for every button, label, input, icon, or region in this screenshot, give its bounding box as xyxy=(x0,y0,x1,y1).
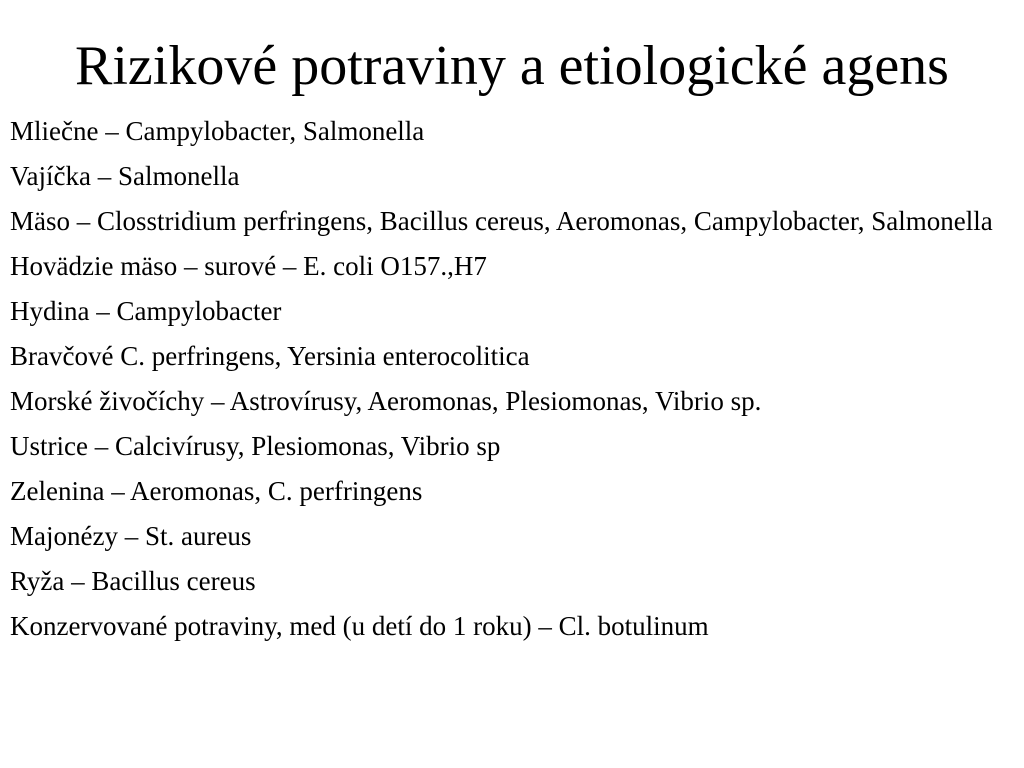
list-item: Morské živočíchy – Astrovírusy, Aeromonas, Plesiomonas, Vibrio sp. xyxy=(10,386,762,416)
slide-title: Rizikové potraviny a etiologické agens xyxy=(75,35,949,97)
list-item: Hovädzie mäso – surové – E. coli O157.,H7 xyxy=(10,251,487,281)
list-item: Mliečne – Campylobacter, Salmonella xyxy=(10,116,425,146)
list-item: Bravčové C. perfringens, Yersinia enterocolitica xyxy=(10,341,530,371)
list-item: Mäso – Closstridium perfringens, Bacillus cereus, Aeromonas, Campylobacter, Salmonella xyxy=(10,206,993,236)
list-item: Hydina – Campylobacter xyxy=(10,296,282,326)
list-item: Konzervované potraviny, med (u detí do 1 roku) – Cl. botulinum xyxy=(10,611,709,641)
list-item: Vajíčka – Salmonella xyxy=(10,161,240,191)
list-item: Majonézy – St. aureus xyxy=(10,521,252,551)
list-item: Ryža – Bacillus cereus xyxy=(10,566,256,596)
food-agent-list xyxy=(10,116,1010,656)
list-item: Ustrice – Calcivírusy, Plesiomonas, Vibrio sp xyxy=(10,431,501,461)
list-item: Zelenina – Aeromonas, C. perfringens xyxy=(10,476,423,506)
